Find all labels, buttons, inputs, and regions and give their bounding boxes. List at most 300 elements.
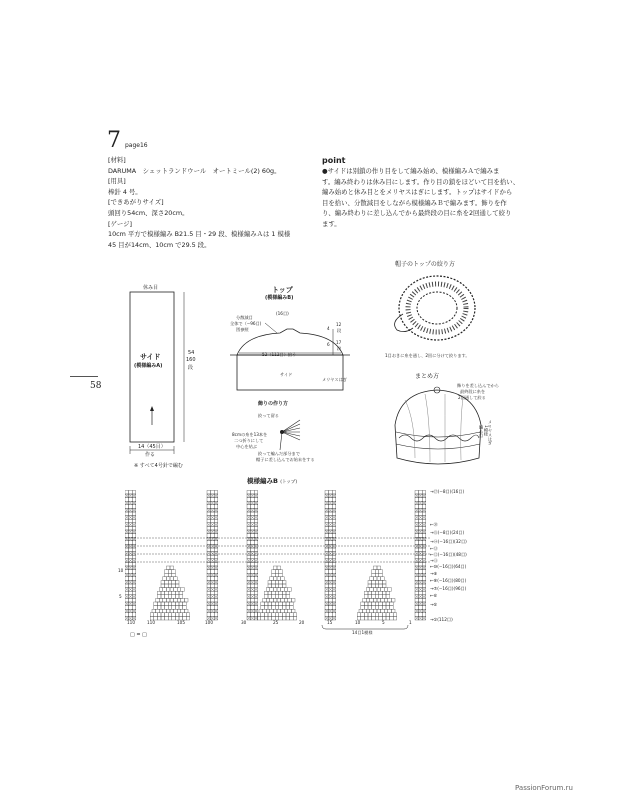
chart-cell [290,613,294,617]
chart-cell [251,598,255,602]
chart-cell [154,613,158,617]
chart-cell [254,606,258,610]
chart-cell [161,613,165,617]
chart-cell [251,526,255,530]
chart-cell [207,555,211,559]
chart-cell [168,584,172,588]
chart-cell [332,584,336,588]
side-arrow-head [150,406,154,411]
chart-cell [419,534,423,538]
chart-cell [161,595,165,599]
chart-cell [132,598,136,602]
chart-cell [422,591,426,595]
chart-cell [332,519,336,523]
chart-cell [165,591,169,595]
top-title: トップ [272,286,293,294]
chart-cell [415,519,419,523]
chart-cell [150,613,154,617]
chart-cell [268,584,272,588]
chart-tick: 110 [147,620,155,625]
chart-cell [381,588,385,592]
chart-cell [415,490,419,494]
chart-cell [415,613,419,617]
point-heading: point [322,156,346,165]
chart-cell [277,577,281,581]
chart-cell [211,555,215,559]
chart-cell [247,562,251,566]
crown-inner [417,292,457,324]
chart-cell [329,584,333,588]
chart-cell [375,570,379,574]
chart-cell [183,602,187,606]
chart-cell [325,591,329,595]
top-dim-unit-1: 段 [337,328,342,333]
chart-cell [419,505,423,509]
chart-cell [211,584,215,588]
chart-cell [288,598,292,602]
chart-cell [165,602,169,606]
chart-cell [207,526,211,530]
chart-tick: 5 [382,620,385,625]
hat-ribs [405,394,463,462]
chart-cell [422,548,426,552]
chart-cell [275,606,279,610]
chart-cell [279,573,283,577]
finish-note-1: 飾りを差し込んでから [457,383,499,388]
chart-cell [379,606,383,610]
chart-cell [251,519,255,523]
chart-cell [214,526,218,530]
chart-cell [247,512,251,516]
chart-cell [152,609,156,613]
chart-cell [415,526,419,530]
chart-cell [172,570,176,574]
chart-cell [129,498,133,502]
chart-cell [170,566,174,570]
chart-cell [207,541,211,545]
chart-cell [275,613,279,617]
chart-cell [132,534,136,538]
finish-note-3: 2回通して絞る [458,395,486,400]
chart-cell [290,606,294,610]
side-pattern: (模様編みA) [134,363,163,369]
chart-cell [251,591,255,595]
chart-cell [247,591,251,595]
chart-cell [270,598,274,602]
chart-cell [329,519,333,523]
chart-cell [293,613,297,617]
pattern-number-digit: 7 [107,128,121,153]
chart-cell [415,562,419,566]
chart-cell [247,534,251,538]
chart-cell [214,548,218,552]
chart-cell [268,591,272,595]
chart-cell [132,613,136,617]
chart-cell [382,595,386,599]
chart-cell [329,541,333,545]
decoration-step-2b: 二つ折りにして [234,438,264,443]
point-line: り、編み終わりに差し込んでから最終段の目に糸を2回通して絞り [322,209,512,218]
chart-cell [132,498,136,502]
chart-cell [329,613,333,617]
chart-row-label: →⑤ [430,602,438,607]
chart-cell [370,609,374,613]
chart-cell [282,602,286,606]
chart-cell [254,591,258,595]
chart-cell [277,609,281,613]
chart-cell [277,598,281,602]
chart-cell [332,505,336,509]
chart-row-label: ←⑩(−16目)(64目) [430,564,467,569]
chart-cell [375,584,379,588]
chart-cell [275,580,279,584]
chart-cell [422,613,426,617]
chart-cell [125,541,129,545]
chart-legend: □ = □ [130,632,147,638]
chart-cell [329,534,333,538]
chart-cell [125,505,129,509]
point-line: す。編み終わりは休み目にします。作り目の鎖をほどいて目を拾い、 [322,177,520,186]
top-dim-4: 4 [327,326,330,331]
chart-row-label: →⑦(−16目)(96目) [430,586,467,591]
chart-cell [159,598,163,602]
chart-cell [129,606,133,610]
chart-cell [211,512,215,516]
chart-cell [288,588,292,592]
chart-cell [161,584,165,588]
chart-cell [207,562,211,566]
chart-cell [415,541,419,545]
chart-cell [129,519,133,523]
chart-cell [268,613,272,617]
decoration-strand [282,424,300,432]
chart-left-rows-2: 5 [119,594,122,599]
chart-cell [207,512,211,516]
chart-cell [422,562,426,566]
chart-cell [286,602,290,606]
chart-tick: 15 [327,620,333,625]
chart-cell [125,498,129,502]
chart-cell [251,498,255,502]
chart-cell [254,512,258,516]
chart-row-label: ←⑥ [430,593,438,598]
chart-cell [175,580,179,584]
chart-cell [132,548,136,552]
chart-cell [391,609,395,613]
chart-cell [422,512,426,516]
chart-cell [422,577,426,581]
chart-cell [261,606,265,610]
decoration-step-2a: 8cmの糸を13本を [232,432,268,437]
chart-cell [422,584,426,588]
chart-cell [291,598,295,602]
chart-cell [247,555,251,559]
chart-cell [415,505,419,509]
chart-cell [368,584,372,588]
top-graft: メリヤスはぎ [322,377,347,382]
chart-row-label: →①(112目) [430,617,453,622]
chart-cell [254,526,258,530]
chart-cell [272,591,276,595]
chart-cell [211,577,215,581]
chart-cell [163,577,167,581]
chart-cell [361,602,365,606]
chart-cell [175,595,179,599]
chart-cell [268,595,272,599]
chart-cell [382,580,386,584]
chart-cell [254,577,258,581]
chart-cell [266,598,270,602]
chart-cell [156,598,160,602]
chart-cell [125,562,129,566]
margin-rule [70,376,98,377]
chart-cell [211,526,215,530]
chart-cell [163,598,167,602]
chart-cell [184,598,188,602]
chart-title-suffix: (トップ) [280,480,298,485]
chart-cell [372,580,376,584]
chart-cell [179,602,183,606]
chart-cell [214,613,218,617]
chart-cell [273,588,277,592]
top-stitches: (16目) [276,311,289,316]
chart-cell [325,598,329,602]
chart-cell [419,613,423,617]
chart-row-label: ←⑬ [430,546,438,551]
chart-cell [132,584,136,588]
side-name: サイド [140,353,161,361]
chart-cell [129,534,133,538]
chart-cell [168,595,172,599]
point-line: 編み始めと休み目とをメリヤスはぎにします。トップはサイドから [322,188,513,197]
chart-cell [332,548,336,552]
chart-cell [165,580,169,584]
chart-cell [272,602,276,606]
chart-cell [391,598,395,602]
chart-cell [129,526,133,530]
chart-cell [251,512,255,516]
chart-cell [125,519,129,523]
chart-cell [291,609,295,613]
chart-cell [177,598,181,602]
chart-cell [251,541,255,545]
chart-cell [172,613,176,617]
chart-cell [282,595,286,599]
chart-cell [415,498,419,502]
chart-cell [415,534,419,538]
chart-cell [373,609,377,613]
chart-cell [175,606,179,610]
chart-tick: 20 [299,620,305,625]
chart-cell [247,490,251,494]
chart-cell [132,555,136,559]
chart-cell [264,602,268,606]
chart-cell [359,609,363,613]
chart-cell [129,577,133,581]
chart-cell [419,548,423,552]
chart-cell [157,591,161,595]
finish-note-2: 最終段に糸を [460,389,486,394]
chart-cell [375,613,379,617]
chart-cell [419,526,423,530]
chart-cell [211,598,215,602]
chart-cell [170,577,174,581]
chart-cell [381,609,385,613]
chart-cell [264,595,268,599]
chart-cell [382,613,386,617]
chart-cell [372,602,376,606]
chart-cell [388,588,392,592]
chart-cell [386,591,390,595]
hat-dome [395,390,481,425]
chart-cell [207,534,211,538]
top-dim-6: 6 [327,342,330,347]
chart-cell [132,577,136,581]
chart-cell [247,606,251,610]
chart-cell [366,609,370,613]
chart-cell [264,606,268,610]
chart-cell [284,598,288,602]
side-width-2: 作る [145,452,156,458]
chart-cell [364,606,368,610]
top-pickup: 52（112目）拾う [262,352,297,357]
chart-cell [419,562,423,566]
chart-cell [247,505,251,509]
chart-tick: 1 [409,620,412,625]
chart-cell [207,584,211,588]
chart-cell [272,570,276,574]
chart-cell [422,598,426,602]
chart-cell [379,591,383,595]
chart-cell [419,598,423,602]
chart-cell [211,505,215,509]
chart-cell [157,595,161,599]
chart-cell [214,577,218,581]
chart-cell [272,595,276,599]
size-heading: [できあがりサイズ] [108,198,164,207]
chart-cell [179,606,183,610]
chart-cell [332,490,336,494]
chart-cell [168,602,172,606]
chart-cell [159,609,163,613]
top-subtitle: (模様編みB) [265,295,294,301]
chart-cell [214,534,218,538]
chart-cell [207,598,211,602]
chart-cell [379,580,383,584]
chart-cell [168,591,172,595]
chart-cell [174,588,178,592]
chart-repeat: 14目1模様 [352,630,373,635]
size-text: 頭回り54cm、深さ20cm。 [108,208,189,217]
chart-cell [172,584,176,588]
chart-cell [183,606,187,610]
chart-cell [172,595,176,599]
chart-cell [251,613,255,617]
chart-cell [272,606,276,610]
chart-cell [266,588,270,592]
crown-drawing [375,270,495,350]
chart-cell [211,534,215,538]
chart-cell [254,505,258,509]
chart-cell [172,580,176,584]
chart-cell [368,602,372,606]
chart-cell [207,591,211,595]
chart-cell [251,490,255,494]
chart-cell [377,609,381,613]
chart-cell [207,606,211,610]
chart-cell [174,609,178,613]
chart-cell [157,602,161,606]
chart-cell [329,562,333,566]
side-top-label: 休み目 [143,285,159,291]
chart-cell [161,580,165,584]
chart-cell [129,541,133,545]
chart-cell [247,613,251,617]
chart-cell [179,591,183,595]
chart-cell [272,580,276,584]
chart-cell [214,490,218,494]
chart-cell [281,588,285,592]
chart-cell [161,602,165,606]
chart-cell [325,512,329,516]
chart-cell [329,598,333,602]
chart-cell [279,580,283,584]
chart-cell [125,577,129,581]
chart-cell [375,580,379,584]
chart-cell [419,555,423,559]
chart-cell [268,580,272,584]
chart-cell [270,588,274,592]
chart-cell [372,591,376,595]
side-diagram [110,280,220,480]
chart-cell [329,606,333,610]
chart-cell [325,534,329,538]
chart-row-label: ←⑫(−16目)(48目) [430,552,467,557]
chart-cell [174,577,178,581]
chart-cell [125,598,129,602]
chart-cell [254,584,258,588]
chart-tick: 105 [177,620,185,625]
chart-cell [286,613,290,617]
chart-cell [419,512,423,516]
chart-cell [279,613,283,617]
chart-cell [332,606,336,610]
chart-cell [329,548,333,552]
chart-cell [186,613,190,617]
chart-cell [207,519,211,523]
chart-cell [172,606,176,610]
chart-cell [329,498,333,502]
chart-cell [263,609,267,613]
chart-row-label: →⑨ [430,571,438,576]
chart-cell [170,598,174,602]
chart-cell [419,591,423,595]
chart-cell [279,606,283,610]
pattern-number [107,130,121,152]
chart-cell [382,602,386,606]
chart-cell [329,505,333,509]
chart-cell [214,512,218,516]
chart-cell [132,526,136,530]
chart-cell [132,591,136,595]
chart-cell [364,602,368,606]
chart-tick: 100 [205,620,213,625]
side-height-unit: 段 [188,365,194,371]
chart-cell [214,541,218,545]
chart-cell [211,498,215,502]
chart-cell [368,606,372,610]
chart-cell [288,609,292,613]
